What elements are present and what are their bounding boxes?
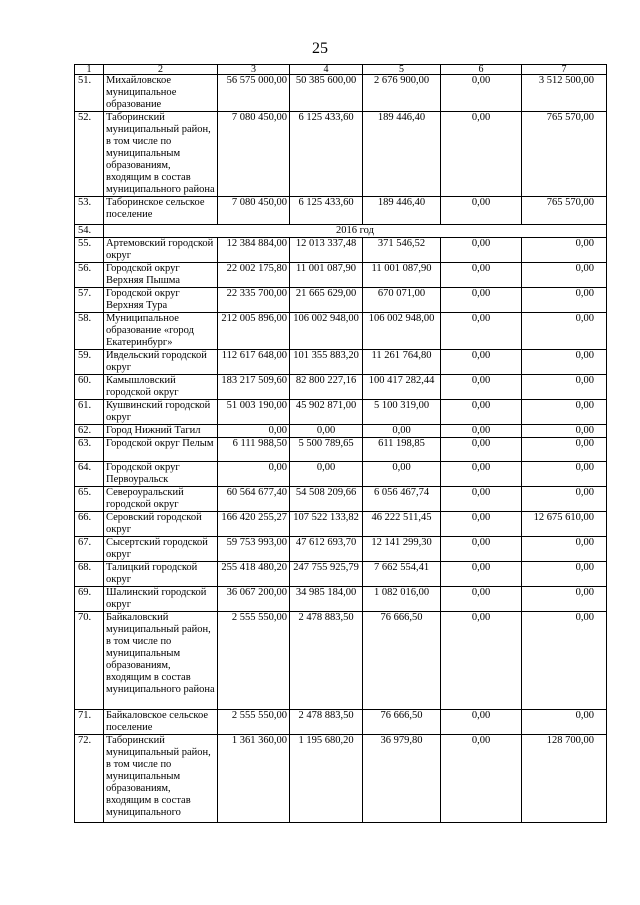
table-row [75, 735, 607, 823]
amount-col4: 1 195 680,20 [290, 735, 363, 823]
amount-col5: 6 056 467,74 [363, 487, 441, 512]
amount-col4: 2 478 883,50 [290, 612, 363, 710]
amount-col5: 76 666,50 [363, 710, 441, 735]
table-row [75, 112, 607, 197]
amount-col6: 0,00 [441, 438, 522, 462]
amount-col7: 0,00 [522, 462, 607, 487]
amount-col5: 189 446,40 [363, 112, 441, 197]
amount-col3: 6 111 988,50 [218, 438, 290, 462]
amount-col7: 0,00 [522, 313, 607, 350]
amount-col4: 54 508 209,66 [290, 487, 363, 512]
municipality-name: Таборинское сельское поселение [104, 197, 218, 225]
amount-col7: 765 570,00 [522, 197, 607, 225]
amount-col4: 101 355 883,20 [290, 350, 363, 375]
table-row [75, 400, 607, 425]
amount-col7: 0,00 [522, 238, 607, 263]
amount-col3: 56 575 000,00 [218, 75, 290, 112]
municipality-name: Североуральский городской округ [104, 487, 218, 512]
municipality-name: Серовский городской округ [104, 512, 218, 537]
amount-col6: 0,00 [441, 197, 522, 225]
header-cell: 2 [104, 65, 218, 75]
municipality-name: Талицкий городской округ [104, 562, 218, 587]
table-row [75, 462, 607, 487]
row-number: 51. [75, 75, 104, 112]
amount-col7: 0,00 [522, 400, 607, 425]
year-heading: 2016 год [104, 225, 607, 238]
amount-col4: 45 902 871,00 [290, 400, 363, 425]
amount-col5: 1 082 016,00 [363, 587, 441, 612]
amount-col3: 2 555 550,00 [218, 612, 290, 710]
amount-col5: 0,00 [363, 425, 441, 438]
row-number: 64. [75, 462, 104, 487]
table-row [75, 537, 607, 562]
row-number: 61. [75, 400, 104, 425]
table-row [75, 562, 607, 587]
amount-col5: 36 979,80 [363, 735, 441, 823]
table-row [75, 288, 607, 313]
amount-col4: 247 755 925,79 [290, 562, 363, 587]
amount-col7: 0,00 [522, 612, 607, 710]
municipality-name: Город Нижний Тагил [104, 425, 218, 438]
amount-col3: 183 217 509,60 [218, 375, 290, 400]
amount-col5: 76 666,50 [363, 612, 441, 710]
header-cell: 1 [75, 65, 104, 75]
amount-col4: 107 522 133,82 [290, 512, 363, 537]
row-number: 71. [75, 710, 104, 735]
amount-col5: 5 100 319,00 [363, 400, 441, 425]
amount-col6: 0,00 [441, 263, 522, 288]
row-number: 65. [75, 487, 104, 512]
municipality-name: Таборинский муниципальный район, в том числе по муниципальным образованиям, входящим в состав муниципального района [104, 112, 218, 197]
amount-col7: 0,00 [522, 425, 607, 438]
amount-col4: 11 001 087,90 [290, 263, 363, 288]
amount-col6: 0,00 [441, 612, 522, 710]
amount-col5: 106 002 948,00 [363, 313, 441, 350]
amount-col4: 6 125 433,60 [290, 197, 363, 225]
amount-col4: 0,00 [290, 462, 363, 487]
amount-col7: 0,00 [522, 710, 607, 735]
header-cell: 7 [522, 65, 607, 75]
municipality-name: Кушвинский городской округ [104, 400, 218, 425]
amount-col4: 0,00 [290, 425, 363, 438]
table-row [75, 512, 607, 537]
municipality-name: Городской округ Верхняя Тура [104, 288, 218, 313]
amount-col6: 0,00 [441, 735, 522, 823]
amount-col7: 0,00 [522, 350, 607, 375]
amount-col3: 1 361 360,00 [218, 735, 290, 823]
row-number: 63. [75, 438, 104, 462]
table-row [75, 612, 607, 710]
amount-col5: 100 417 282,44 [363, 375, 441, 400]
table-row [75, 438, 607, 462]
header-row [75, 65, 607, 75]
amount-col6: 0,00 [441, 425, 522, 438]
row-number: 60. [75, 375, 104, 400]
amount-col6: 0,00 [441, 512, 522, 537]
amount-col6: 0,00 [441, 112, 522, 197]
table-row [75, 487, 607, 512]
table-row [75, 350, 607, 375]
amount-col3: 36 067 200,00 [218, 587, 290, 612]
amount-col7: 765 570,00 [522, 112, 607, 197]
amount-col4: 5 500 789,65 [290, 438, 363, 462]
amount-col7: 12 675 610,00 [522, 512, 607, 537]
amount-col6: 0,00 [441, 288, 522, 313]
table-body [75, 65, 607, 823]
table-row [75, 587, 607, 612]
amount-col5: 46 222 511,45 [363, 512, 441, 537]
amount-col5: 0,00 [363, 462, 441, 487]
table-row [75, 238, 607, 263]
amount-col7: 0,00 [522, 487, 607, 512]
row-number: 72. [75, 735, 104, 823]
amount-col7: 0,00 [522, 587, 607, 612]
amount-col3: 22 335 700,00 [218, 288, 290, 313]
table-row [75, 710, 607, 735]
amount-col5: 2 676 900,00 [363, 75, 441, 112]
amount-col4: 106 002 948,00 [290, 313, 363, 350]
amount-col3: 0,00 [218, 425, 290, 438]
amount-col6: 0,00 [441, 238, 522, 263]
amount-col3: 59 753 993,00 [218, 537, 290, 562]
amount-col5: 12 141 299,30 [363, 537, 441, 562]
amount-col3: 112 617 648,00 [218, 350, 290, 375]
amount-col7: 3 512 500,00 [522, 75, 607, 112]
amount-col4: 82 800 227,16 [290, 375, 363, 400]
amount-col3: 255 418 480,20 [218, 562, 290, 587]
amount-col3: 2 555 550,00 [218, 710, 290, 735]
header-cell: 5 [363, 65, 441, 75]
amount-col6: 0,00 [441, 710, 522, 735]
table-row [75, 263, 607, 288]
amount-col5: 670 071,00 [363, 288, 441, 313]
header-cell: 6 [441, 65, 522, 75]
table-row [75, 375, 607, 400]
row-number: 56. [75, 263, 104, 288]
table-row [75, 197, 607, 225]
amount-col4: 21 665 629,00 [290, 288, 363, 313]
municipality-name: Артемовский городской округ [104, 238, 218, 263]
row-number: 70. [75, 612, 104, 710]
amount-col3: 22 002 175,80 [218, 263, 290, 288]
amount-col3: 51 003 190,00 [218, 400, 290, 425]
header-cell: 4 [290, 65, 363, 75]
amount-col5: 11 261 764,80 [363, 350, 441, 375]
amount-col5: 611 198,85 [363, 438, 441, 462]
row-number: 66. [75, 512, 104, 537]
page-number: 25 [312, 40, 328, 57]
row-number: 69. [75, 587, 104, 612]
municipality-name: Таборинский муниципальный район, в том числе по муниципальным образованиям, входящим в состав муниципального [104, 735, 218, 823]
amount-col7: 0,00 [522, 562, 607, 587]
amount-col6: 0,00 [441, 562, 522, 587]
amount-col5: 11 001 087,90 [363, 263, 441, 288]
amount-col6: 0,00 [441, 375, 522, 400]
row-number: 52. [75, 112, 104, 197]
amount-col5: 371 546,52 [363, 238, 441, 263]
municipality-name: Сысертский городской округ [104, 537, 218, 562]
municipality-name: Городской округ Пелым [104, 438, 218, 462]
amount-col7: 0,00 [522, 263, 607, 288]
header-cell: 3 [218, 65, 290, 75]
municipality-name: Городской округ Первоуральск [104, 462, 218, 487]
amount-col6: 0,00 [441, 487, 522, 512]
row-number: 53. [75, 197, 104, 225]
amount-col3: 12 384 884,00 [218, 238, 290, 263]
municipality-name: Байкаловское сельское поселение [104, 710, 218, 735]
amount-col4: 47 612 693,70 [290, 537, 363, 562]
amount-col7: 0,00 [522, 375, 607, 400]
amount-col7: 0,00 [522, 288, 607, 313]
amount-col6: 0,00 [441, 75, 522, 112]
municipality-name: Городской округ Верхняя Пышма [104, 263, 218, 288]
amount-col7: 0,00 [522, 438, 607, 462]
amount-col4: 34 985 184,00 [290, 587, 363, 612]
amount-col3: 0,00 [218, 462, 290, 487]
budget-table [74, 64, 607, 823]
row-number: 68. [75, 562, 104, 587]
year-row [75, 225, 607, 238]
municipality-name: Михайловское муниципальное образование [104, 75, 218, 112]
amount-col6: 0,00 [441, 350, 522, 375]
amount-col3: 7 080 450,00 [218, 197, 290, 225]
amount-col5: 7 662 554,41 [363, 562, 441, 587]
row-number: 55. [75, 238, 104, 263]
amount-col3: 60 564 677,40 [218, 487, 290, 512]
amount-col6: 0,00 [441, 400, 522, 425]
amount-col3: 212 005 896,00 [218, 313, 290, 350]
municipality-name: Байкаловский муниципальный район, в том числе по муниципальным образованиям, входящим в состав муниципального района [104, 612, 218, 710]
amount-col4: 2 478 883,50 [290, 710, 363, 735]
table-row [75, 425, 607, 438]
amount-col4: 12 013 337,48 [290, 238, 363, 263]
amount-col3: 166 420 255,27 [218, 512, 290, 537]
row-number: 54. [75, 225, 104, 238]
amount-col6: 0,00 [441, 587, 522, 612]
amount-col6: 0,00 [441, 313, 522, 350]
amount-col4: 50 385 600,00 [290, 75, 363, 112]
row-number: 67. [75, 537, 104, 562]
table-row [75, 75, 607, 112]
row-number: 57. [75, 288, 104, 313]
amount-col6: 0,00 [441, 537, 522, 562]
amount-col4: 6 125 433,60 [290, 112, 363, 197]
row-number: 59. [75, 350, 104, 375]
municipality-name: Камышловский городской округ [104, 375, 218, 400]
municipality-name: Шалинский городской округ [104, 587, 218, 612]
amount-col6: 0,00 [441, 462, 522, 487]
municipality-name: Муниципальное образование «город Екатеринбург» [104, 313, 218, 350]
amount-col7: 128 700,00 [522, 735, 607, 823]
table-row [75, 313, 607, 350]
amount-col5: 189 446,40 [363, 197, 441, 225]
row-number: 58. [75, 313, 104, 350]
amount-col3: 7 080 450,00 [218, 112, 290, 197]
row-number: 62. [75, 425, 104, 438]
amount-col7: 0,00 [522, 537, 607, 562]
municipality-name: Ивдельский городской округ [104, 350, 218, 375]
